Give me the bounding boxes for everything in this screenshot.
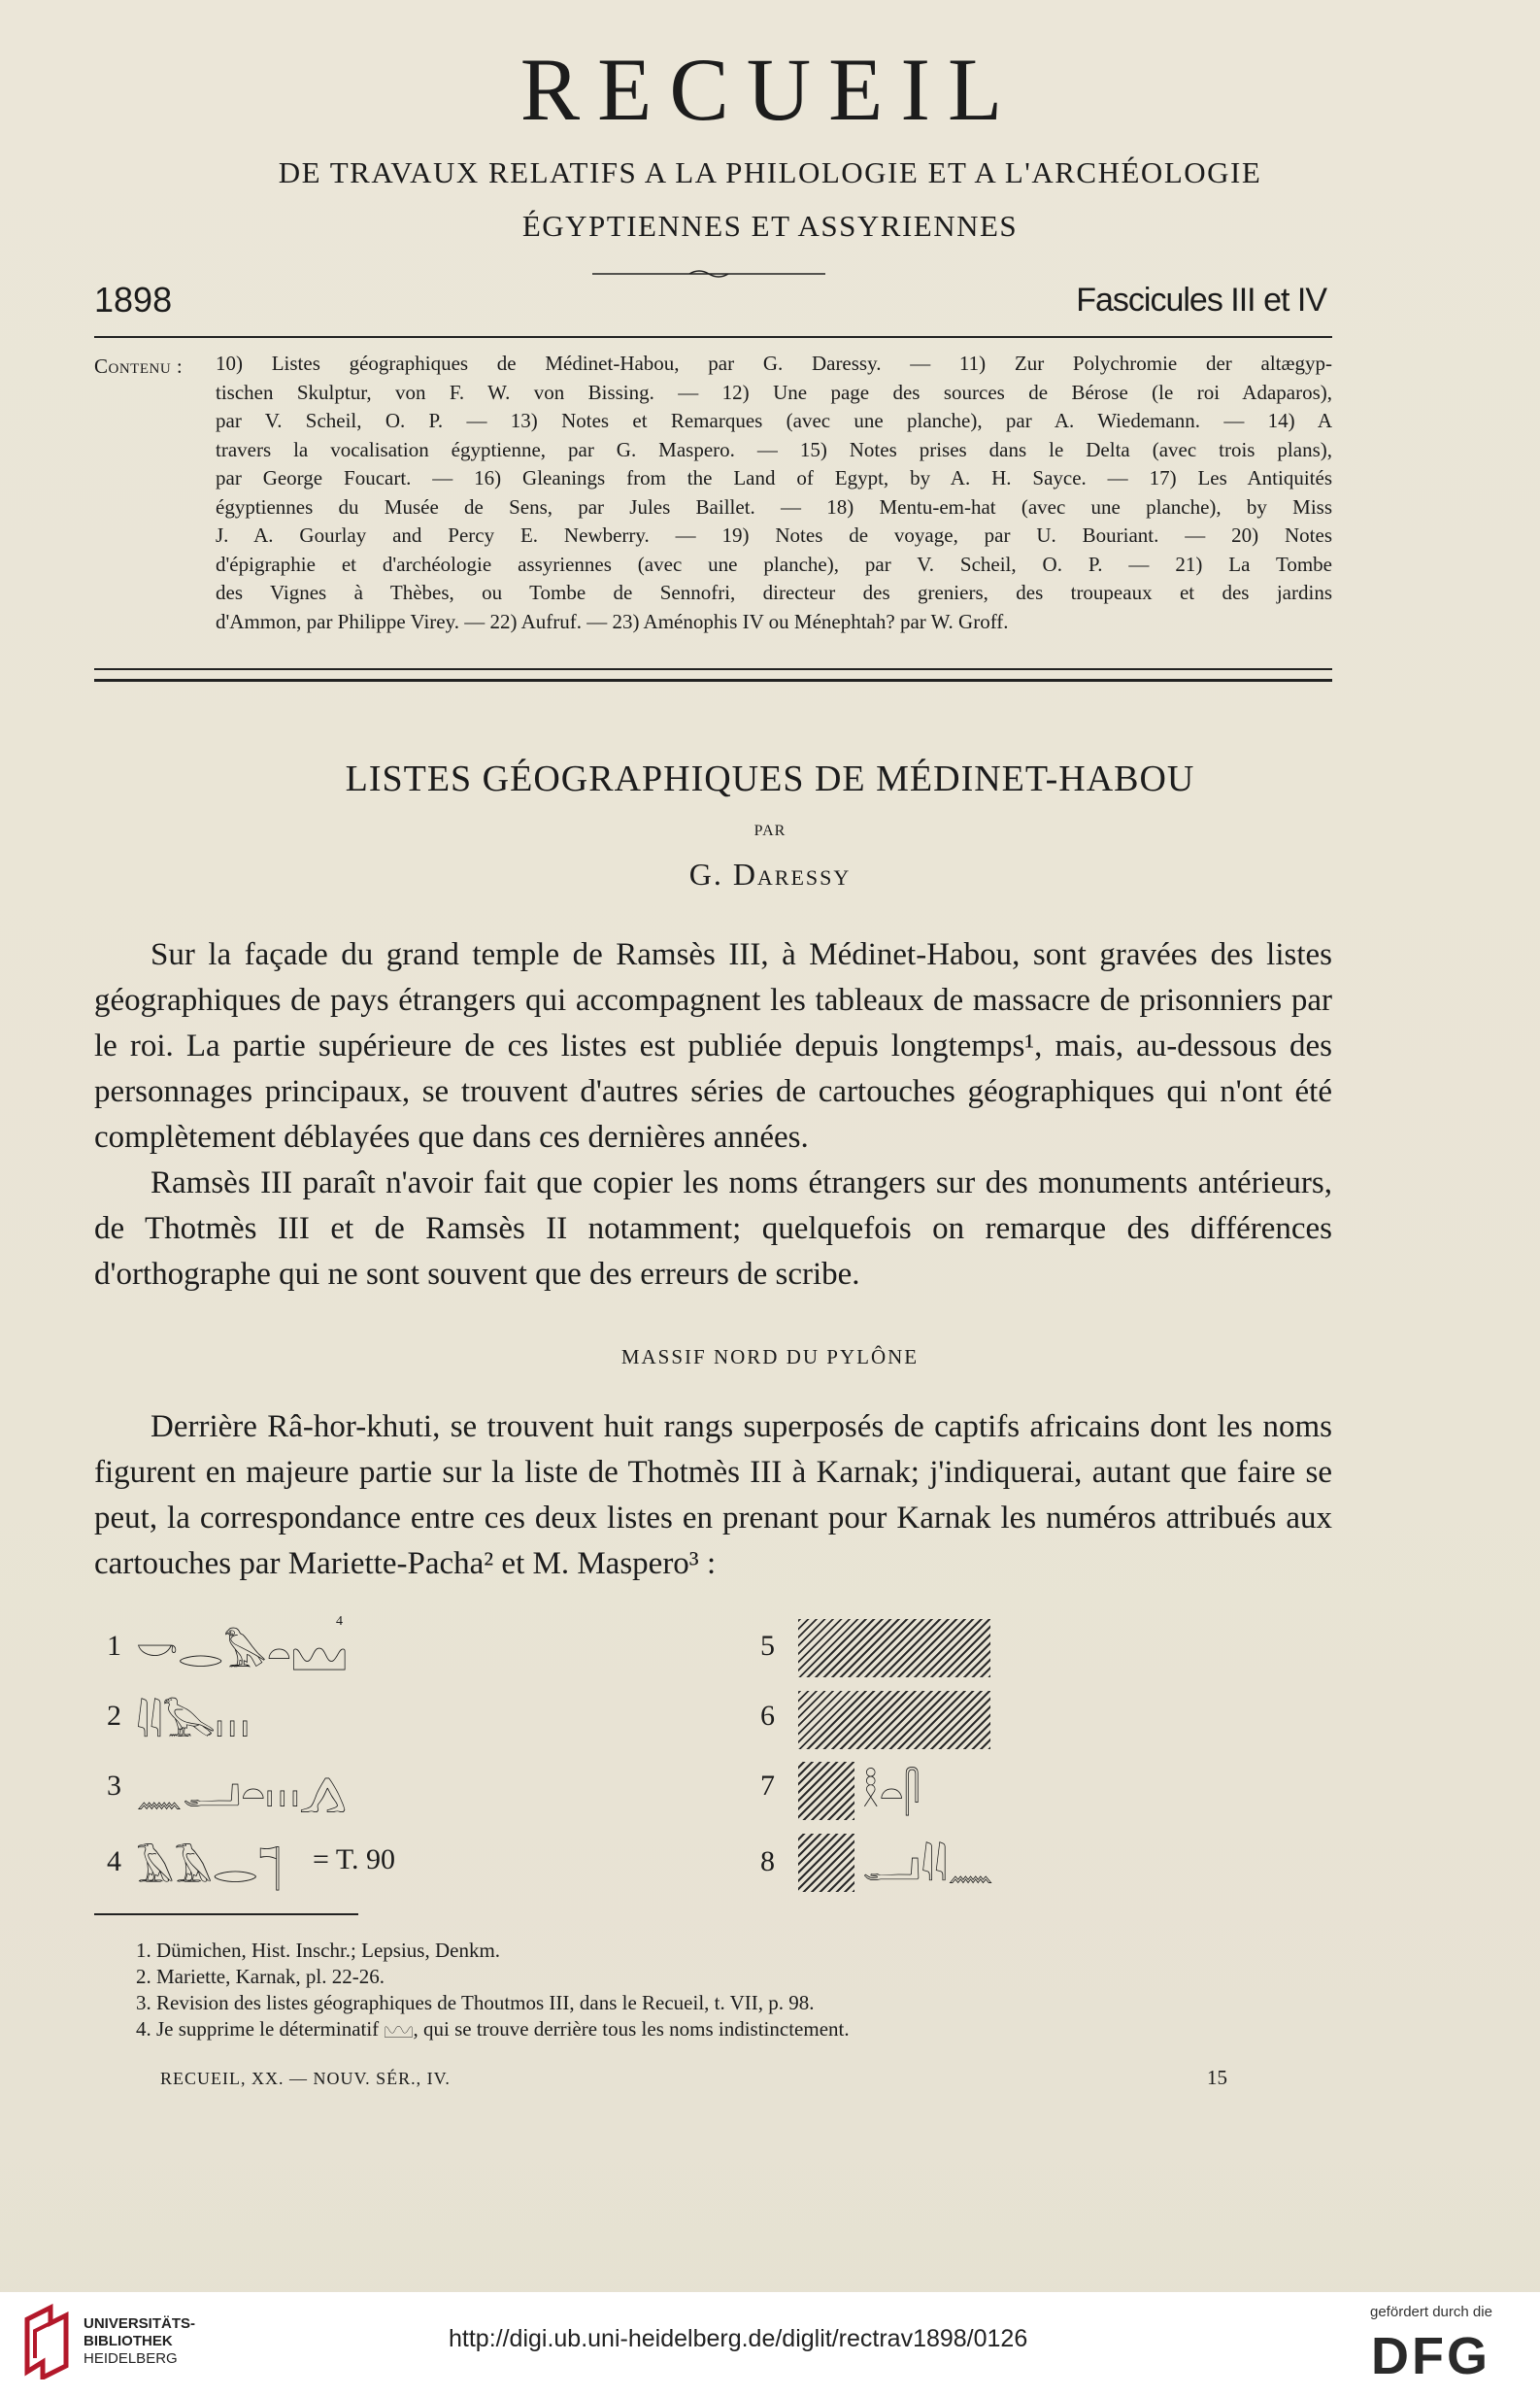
row-number: 4 [107,1845,121,1877]
permalink[interactable]: http://digi.ub.uni-heidelberg.de/diglit/rectrav1898/0126 [449,2325,1028,2352]
footnote-text: Dümichen, Hist. Inschr.; Lepsius, Denkm. [156,1939,501,1962]
contents-line: tischen Skulptur, von F. W. von Bissing. — 12) Une page des sources de Bérose (le roi Adaparos), [216,380,1332,404]
contents-line: par V. Scheil, O. P. — 13) Notes et Remarques (avec une planche), par A. Wiedemann. — 14) A [216,409,1332,432]
page-number: 15 [1207,2066,1227,2089]
row-number: 7 [760,1770,775,1802]
library-name [84,2315,195,2368]
article-par: PAR [753,823,787,839]
library-line: BIBLIOTHEK [84,2333,173,2349]
double-rule-top [94,668,1332,670]
header-rule [94,336,1332,338]
sponsor-label: gefördert durch die [1370,2304,1492,2320]
destroyed-cartouche [798,1619,990,1677]
contents-label: Contenu : [94,354,184,378]
row-number: 5 [760,1630,775,1662]
destroyed-cartouche [798,1762,854,1820]
concordance-ref: = T. 90 [313,1843,395,1875]
section-heading: MASSIF NORD DU PYLÔNE [620,1345,920,1368]
footnote [136,1990,815,2016]
hieroglyph-group: 𓈖𓂝𓏏𓏥𓂻 [136,1772,348,1815]
library-logo-icon [21,2304,72,2379]
library-line: HEIDELBERG [84,2350,178,2367]
row-number: 2 [107,1700,121,1732]
journal-subtitle-1: DE TRAVAUX RELATIFS A LA PHILOLOGIE ET A L'ARCHÉOLOGIE [278,155,1262,189]
footnote-number: 2. [136,1965,151,1988]
footnote-marker: 4 [336,1614,343,1629]
digitization-footer [0,2292,1540,2396]
footnote [136,2016,850,2042]
hieroglyph-group: 𓎛𓏏𓋴 [862,1772,921,1815]
destroyed-cartouche [798,1691,990,1749]
article-title: LISTES GÉOGRAPHIQUES DE MÉDINET-HABOU [345,759,1195,799]
ornament-divider [592,266,825,282]
journal-subtitle-2: ÉGYPTIENNES ET ASSYRIENNES [521,209,1019,243]
footnote-text: Revision des listes géographiques de Thoutmos III, dans le Recueil, t. VII, p. 98. [156,1991,815,2014]
library-line: UNIVERSITÄTS- [84,2315,196,2332]
paragraph: Derrière Râ-hor-khuti, se trouvent huit rangs superposés de captifs africains dont les noms figurent en majeure partie sur la liste de Thotmès III à Karnak; j'indiquerai, autant que faire se peut, la correspondance entre ces deux listes en prenant pour Karnak les numéros attribués aux cartouches par Mariette-Pacha² et M. Maspero³ : [94,1409,1332,1581]
footnote-number: 3. [136,1991,151,2014]
contents-line: 10) Listes géographiques de Médinet-Habou, par G. Daressy. — 11) Zur Polychromie der altægyp- [216,352,1332,375]
contents-line: d'épigraphie et d'archéologie assyriennes (avec une planche), par V. Scheil, O. P. — 21) La Tombe [216,552,1332,576]
hieroglyph-group: 𓄿𓄿𓂋𓊹 [136,1847,282,1891]
article-body-2 [94,1404,1332,1587]
double-rule-bottom [94,679,1332,682]
contents-line: J. A. Gourlay and Percy E. Newberry. — 19) Notes de voyage, par U. Bouriant. — 20) Notes [216,523,1332,547]
paragraph: Sur la façade du grand temple de Ramsès III, à Médinet-Habou, sont gravées des listes géographiques de pays étrangers qui accompagnent les tableaux de massacre de prisonniers par le roi. La partie supérieure de ces listes est publiée depuis longtemps¹, mais, au-dessous des personnages principaux, se trouvent d'autres séries de cartouches géographiques qui n'ont été complètement déblayées que dans ces dernières années. [94,937,1332,1155]
contents-line: d'Ammon, par Philippe Virey. — 22) Aufruf. — 23) Aménophis IV ou Ménephtah? par W. Groff. [216,609,1009,633]
journal-title: RECUEIL [519,40,1021,139]
contents-line: des Vignes à Thèbes, ou Tombe de Sennofri, directeur des greniers, des troupeaux et des jardins [216,581,1332,604]
row-number: 6 [760,1700,775,1732]
destroyed-cartouche [798,1834,854,1892]
article-body [94,932,1332,1298]
row-number: 8 [760,1845,775,1877]
footnote-text: Je supprime le déterminatif 𓈉, qui se trouve derrière tous les noms indistinctement. [156,2017,850,2041]
footnote [136,1964,385,1990]
issue-year: 1898 [94,280,173,320]
contents-line: travers la vocalisation égyptienne, par G. Maspero. — 15) Notes prises dans le Delta (avec trois plans), [216,437,1332,461]
row-number: 3 [107,1770,121,1802]
row-number: 1 [107,1630,121,1662]
footnote [136,1938,500,1964]
hieroglyph-group: 𓇋𓇋𓅂𓏥 [136,1702,250,1745]
footnote-rule [94,1913,358,1915]
dfg-logo: DFG [1371,2327,1490,2385]
footnote-number: 1. [136,1939,151,1962]
running-foot: RECUEIL, XX. — NOUV. SÉR., IV. [160,2069,451,2088]
contents-list [216,350,1332,636]
footnote-number: 4. [136,2017,151,2041]
article-author: G. Daressy [688,857,852,892]
footnote-text: Mariette, Karnak, pl. 22-26. [156,1965,385,1988]
contents-line: par George Foucart. — 16) Gleanings from the Land of Egypt, by A. H. Sayce. — 17) Les Antiquités [216,466,1332,489]
paragraph: Ramsès III paraît n'avoir fait que copier les noms étrangers sur des monuments antérieurs, de Thotmès III et de Ramsès II notamment; quelquefois on remarque des différences d'orthographe qui ne sont souvent que des erreurs de scribe. [94,1165,1332,1292]
issue-fascicules: Fascicules III et IV [1076,282,1326,319]
hieroglyph-group: 𓂝𓇋𓇋𓈖 [862,1845,994,1889]
hieroglyph-group: 𓎡𓂋𓅃𓏏𓈉 [136,1632,348,1675]
contents-line: égyptiennes du Musée de Sens, par Jules Baillet. — 18) Mentu-em-hat (avec une planche), by Miss [216,494,1332,519]
